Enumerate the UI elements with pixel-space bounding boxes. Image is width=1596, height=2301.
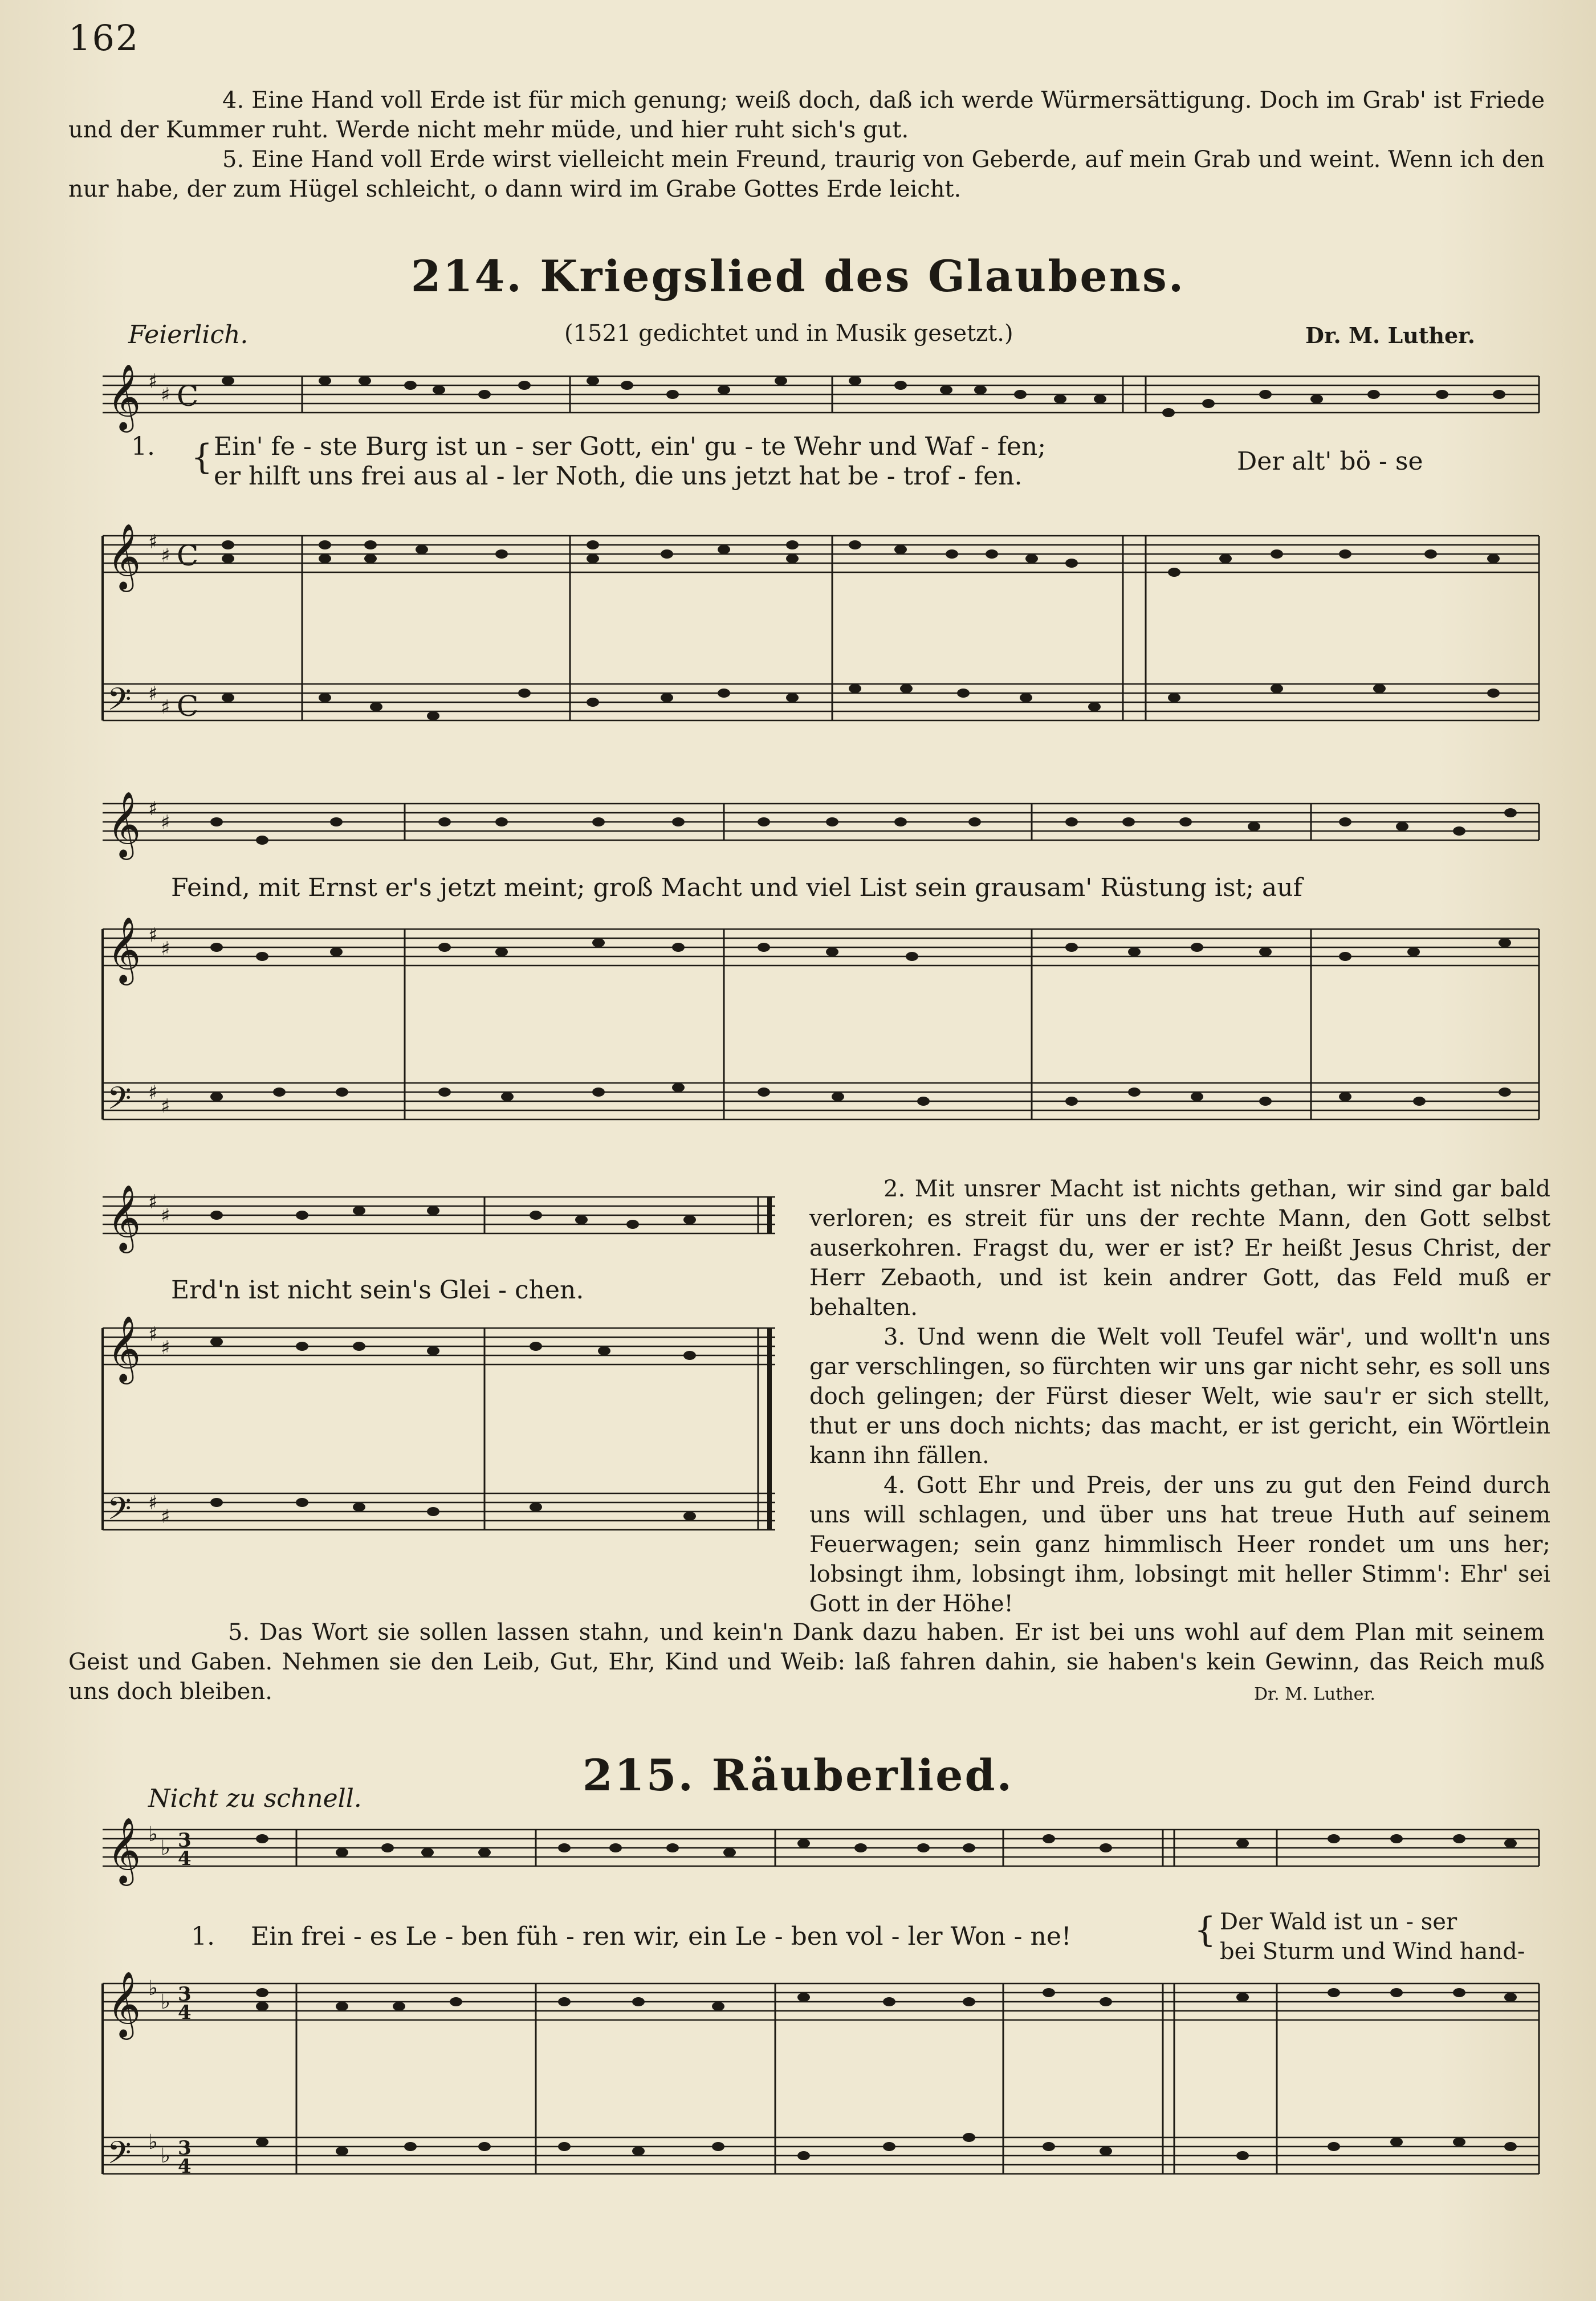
- song-214-verse-5: 5. Das Wort sie sollen lassen stahn, und kein'n Dank dazu haben. Er ist bei uns wohl auf dem Plan mit seinem Geist und Gaben. Nehmen sie den Leib, Gut, Ehr, Kind und Weib: laß fahren dahin, sie haben's kein Gewinn, das Reich muß uns doch bleiben.: [68, 1619, 1545, 1705]
- svg-text:3: 3: [178, 1829, 192, 1852]
- svg-text:4: 4: [178, 1847, 192, 1870]
- treble-clef-icon: 𝄞: [107, 363, 141, 430]
- svg-text:C: C: [177, 380, 199, 413]
- bass-clef-icon: 𝄢: [107, 1080, 132, 1124]
- song-214-lyric-line-2: er hilft uns frei aus al - ler Noth, die uns jetzt hat be - trof - fen.: [214, 462, 1023, 491]
- song-214-lyric-system-2: Feind, mit Ernst er's jetzt meint; groß Macht und viel List sein grausam' Rüstung ist; auf: [171, 873, 1302, 902]
- song-214-verse-4: 4. Gott Ehr und Preis, der uns zu gut den Feind durch uns will schlagen, und über uns hat treue Huth auf seinem Feuerwagen; sein ganz himmlisch Heer rondet um uns her; lobsingt ihm, lobsingt ihm, lobsingt mit heller Stimm': Ehr' sei Gott in der Höhe!: [809, 1472, 1550, 1617]
- svg-text:♯: ♯: [148, 1191, 158, 1213]
- piano-bass-notes: [210, 1498, 696, 1521]
- treble-clef-icon: 𝄞: [107, 1184, 141, 1251]
- svg-text:♯: ♯: [161, 384, 170, 406]
- treble-clef-icon: 𝄞: [107, 1817, 141, 1883]
- svg-text:♯: ♯: [161, 1095, 170, 1118]
- svg-text:C: C: [177, 690, 199, 723]
- song-215-title: 215. Räuberlied.: [582, 1750, 1014, 1801]
- song-214-lyric-line-3: Der alt' bö - se: [1237, 447, 1423, 476]
- svg-text:♯: ♯: [148, 1081, 158, 1104]
- treble-clef-icon: 𝄞: [107, 916, 141, 983]
- treble-clef-icon: 𝄞: [107, 1315, 141, 1382]
- svg-text:C: C: [177, 539, 199, 572]
- song-214-side-verses: [809, 1174, 1550, 1619]
- lyric-brace-left: {: [1194, 1910, 1216, 1950]
- melody-staff: [103, 376, 1539, 413]
- song-214-composer: Dr. M. Luther.: [1305, 323, 1475, 348]
- svg-text:♯: ♯: [161, 1204, 170, 1227]
- song-214-lyric-line-1: Ein' fe - ste Burg ist un - ser Gott, ein' gu - te Wehr und Waf - fen;: [214, 432, 1047, 461]
- song-214-verse-number: 1.: [131, 432, 155, 461]
- melody-notes: [222, 376, 1505, 417]
- song-215-lyric-right-2: bei Sturm und Wind hand-: [1220, 1938, 1525, 1965]
- svg-text:♯: ♯: [161, 1337, 170, 1359]
- svg-text:♯: ♯: [148, 531, 158, 553]
- svg-text:♯: ♯: [161, 544, 170, 567]
- svg-text:♯: ♯: [161, 811, 170, 834]
- svg-text:♯: ♯: [161, 696, 170, 719]
- previous-song-verses: [68, 85, 1545, 204]
- song-215-tempo: Nicht zu schnell.: [148, 1784, 362, 1813]
- song-215-verse-number: 1.: [191, 1922, 215, 1951]
- prev-verse-5: 5. Eine Hand voll Erde wirst vielleicht mein Freund, traurig von Geberde, auf mein Grab und weint. Wenn ich den nur habe, der zum Hügel schleicht, o dann wird im Grabe Gottes Erde leicht.: [68, 146, 1545, 202]
- prev-verse-4: 4. Eine Hand voll Erde ist für mich genung; weiß doch, daß ich werde Würmersättigung. Doch im Grab' ist Friede und der Kummer ruht. Werde nicht mehr müde, und hier ruht sich's gut.: [68, 87, 1545, 143]
- svg-text:♭: ♭: [161, 1990, 170, 2014]
- song-215-system-1: [91, 1818, 1550, 2274]
- svg-text:4: 4: [178, 2155, 192, 2178]
- melody-notes: [210, 1206, 696, 1229]
- svg-text:♭: ♭: [161, 1836, 170, 1860]
- bass-clef-icon: 𝄢: [107, 681, 132, 725]
- song-214-verse-3: 3. Und wenn die Welt voll Teufel wär', und wollt'n uns gar verschlingen, so fürchten wir uns gar nicht sehr, es soll uns doch gelingen; der Fürst dieser Welt, wie sau'r er sich stellt, thut er uns doch nichts; das macht, er ist gericht, ein Wörtlein kann ihn fällen.: [809, 1324, 1550, 1469]
- svg-text:♯: ♯: [148, 370, 158, 393]
- svg-text:♯: ♯: [148, 1492, 158, 1514]
- piano-treble-staff: [103, 536, 1539, 572]
- piano-treble-notes: [256, 1988, 1517, 2011]
- song-214-system-1: [91, 365, 1550, 764]
- song-214-verse-2: 2. Mit unsrer Macht ist nichts gethan, wir sind gar bald verloren; es streit für uns der rechte Mann, den Gott selbst auserkohren. Fragst du, wer er ist? Er heißt Jesus Christ, der Herr Zebaoth, und ist kein andrer Gott, das Feld muß er behalten.: [809, 1176, 1550, 1321]
- svg-text:♭: ♭: [148, 1977, 158, 2000]
- song-215-lyric-right-1: Der Wald ist un - ser: [1220, 1909, 1457, 1935]
- song-214-signature: Dr. M. Luther.: [1254, 1684, 1375, 1704]
- piano-treble-notes: [210, 1337, 696, 1360]
- svg-text:3: 3: [178, 1983, 192, 2006]
- svg-text:♭: ♭: [148, 1823, 158, 1846]
- page-number: 162: [68, 17, 140, 59]
- svg-text:♯: ♯: [161, 938, 170, 960]
- melody-notes: [210, 808, 1517, 845]
- song-214-lyric-system-3: Erd'n ist nicht sein's Glei - chen.: [171, 1276, 584, 1305]
- svg-text:3: 3: [178, 2137, 192, 2160]
- svg-text:♯: ♯: [148, 924, 158, 947]
- song-215-lyric-line-1: Ein frei - es Le - ben füh - ren wir, ein Le - ben vol - ler Won - ne!: [251, 1922, 1072, 1951]
- svg-text:♯: ♯: [148, 797, 158, 820]
- barlines: [302, 376, 1539, 720]
- svg-text:♯: ♯: [148, 1323, 158, 1346]
- treble-clef-icon: 𝄞: [107, 523, 141, 589]
- bass-clef-icon: 𝄢: [107, 2135, 132, 2178]
- melody-notes: [256, 1834, 1517, 1857]
- piano-bass-staff: [103, 684, 1539, 720]
- song-214-origin-note: (1521 gedichtet und in Musik gesetzt.): [564, 320, 1013, 347]
- svg-text:4: 4: [178, 2001, 192, 2024]
- piano-treble-notes: [222, 540, 1500, 577]
- svg-text:♭: ♭: [148, 2131, 158, 2154]
- song-214-title: 214. Kriegslied des Glaubens.: [410, 251, 1186, 302]
- treble-clef-icon: 𝄞: [107, 791, 141, 857]
- lyric-brace-left: {: [191, 437, 213, 477]
- song-214-tempo: Feierlich.: [128, 320, 249, 349]
- song-214-system-3: [91, 1186, 787, 1562]
- bass-clef-icon: 𝄢: [107, 1490, 132, 1534]
- svg-text:♯: ♯: [148, 682, 158, 705]
- song-214-system-2: [91, 792, 1550, 1151]
- treble-clef-icon: 𝄞: [107, 1970, 141, 2037]
- svg-text:♯: ♯: [161, 1505, 170, 1528]
- svg-text:♭: ♭: [161, 2144, 170, 2168]
